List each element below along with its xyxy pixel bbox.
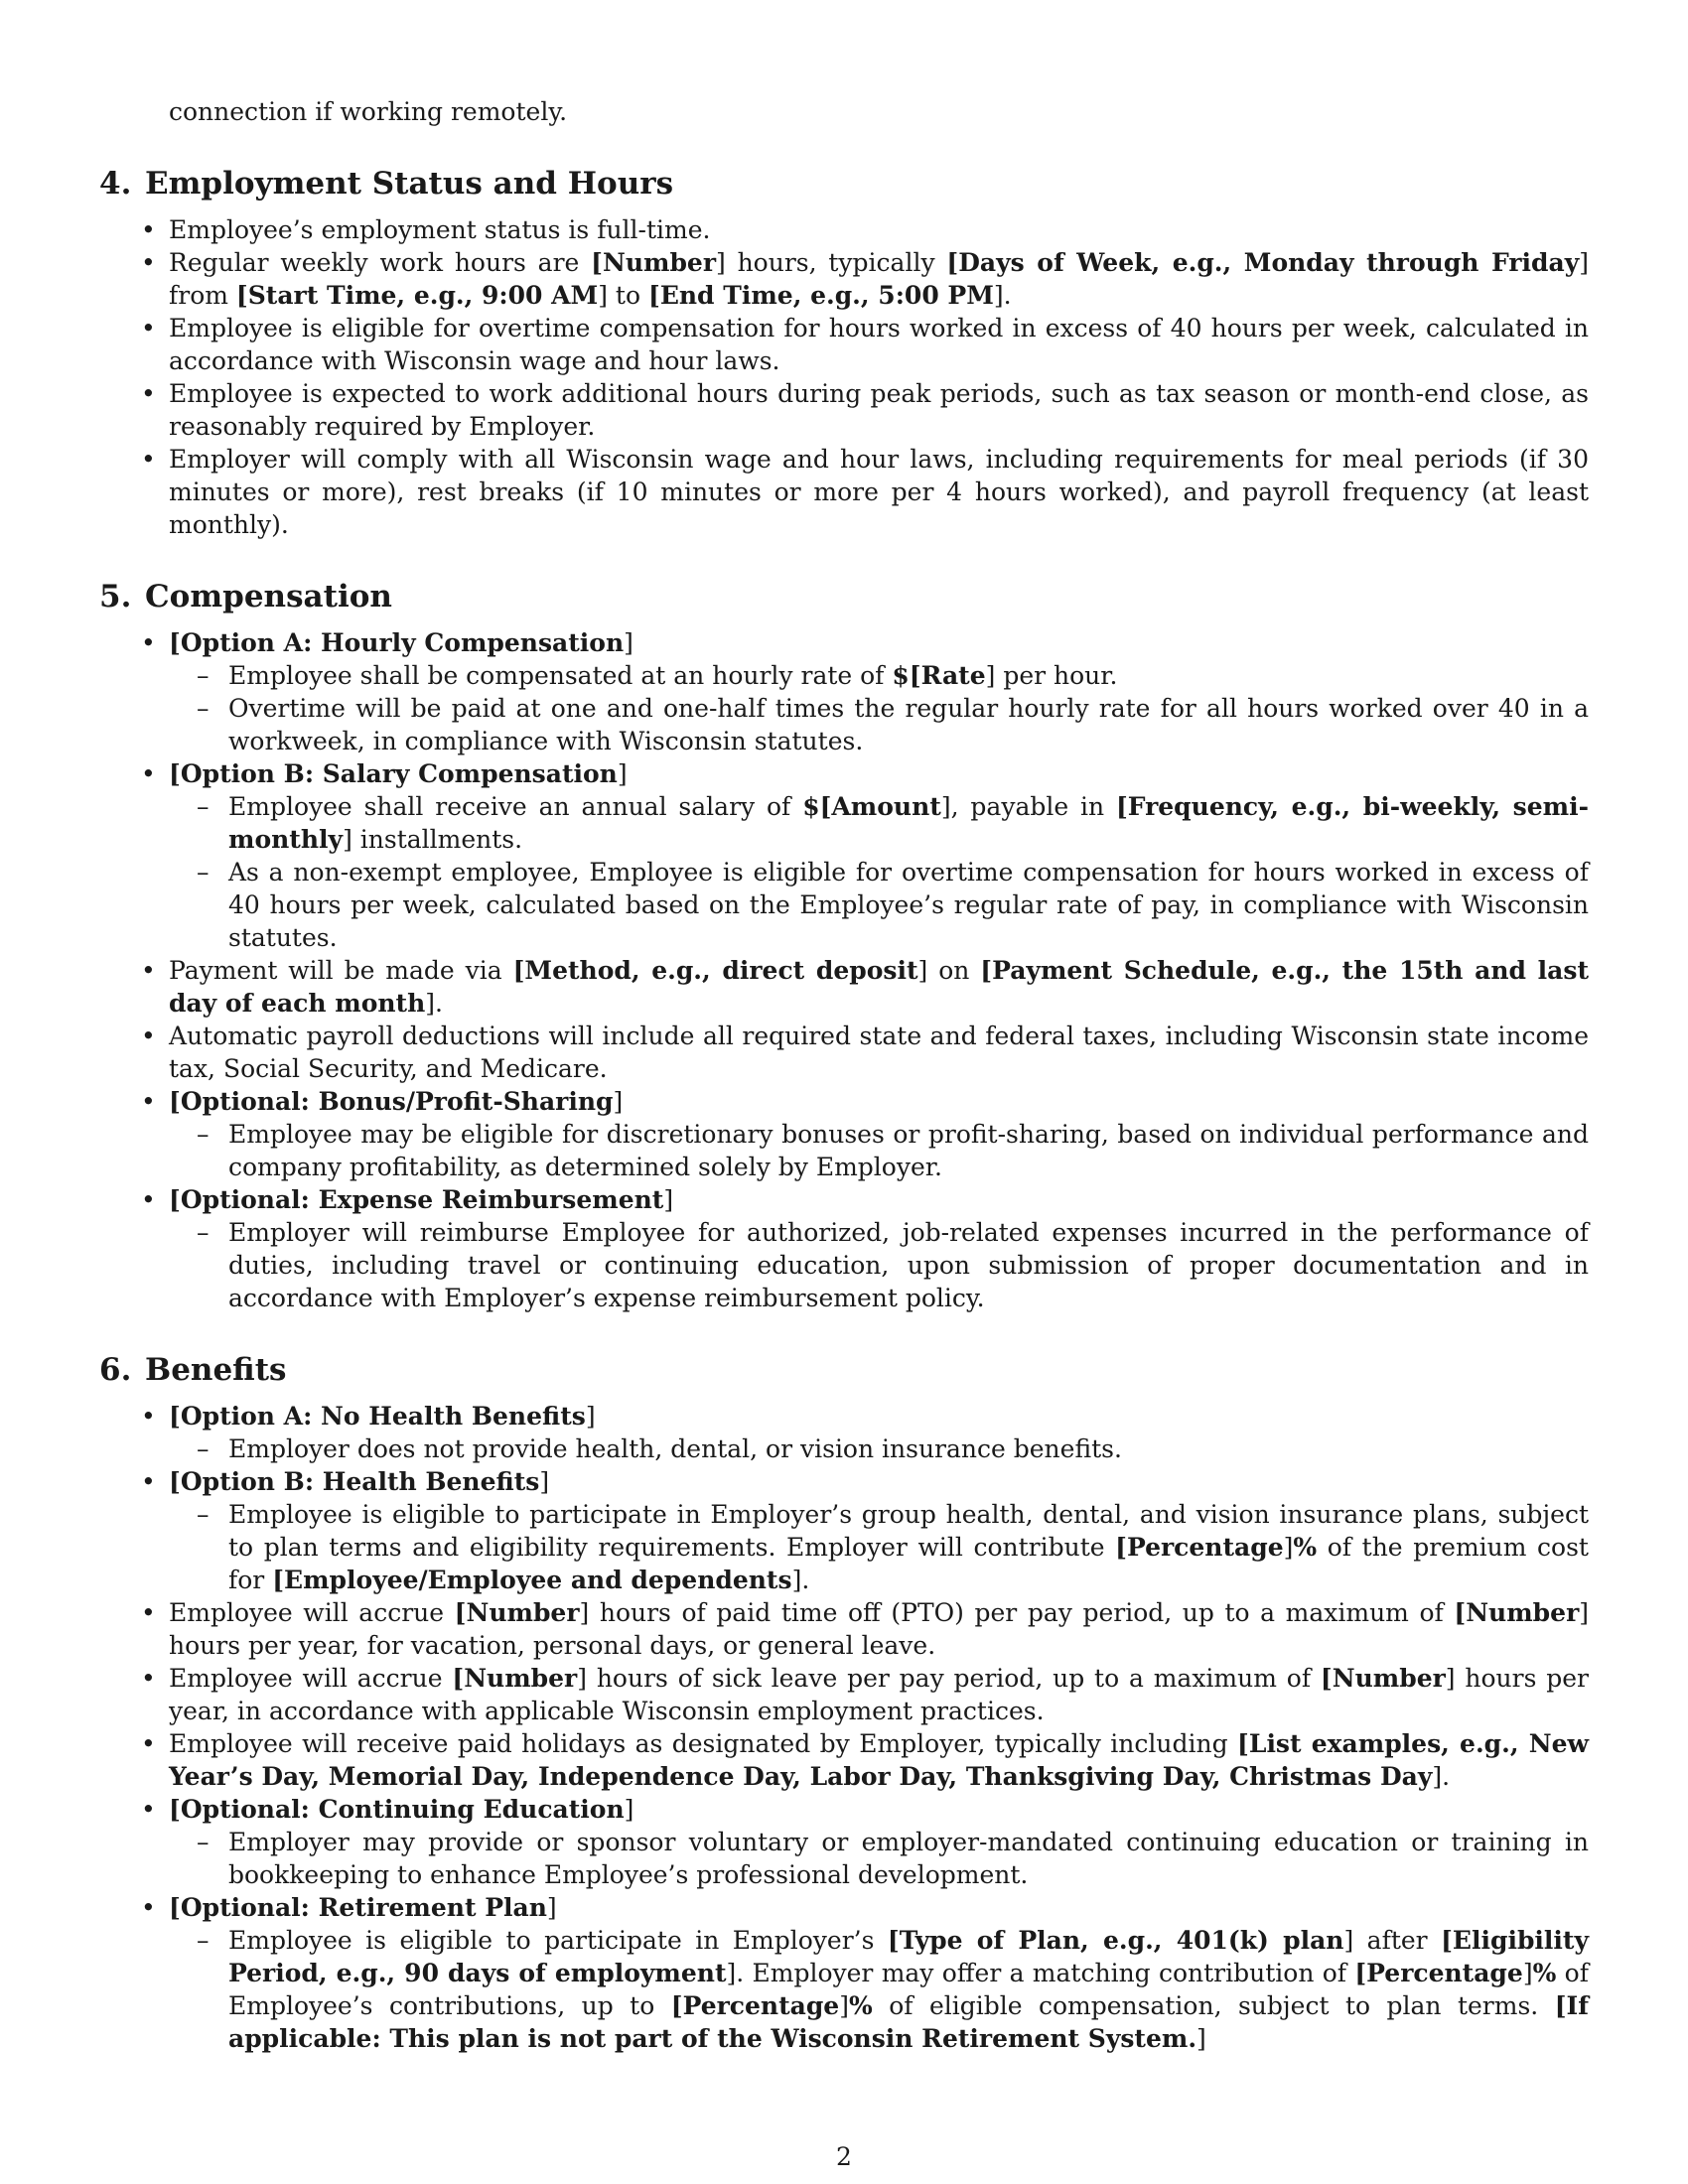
placeholder-text: [Option A: No Health Benefits [169,1402,586,1431]
body-text: Employee shall receive an annual salary of [228,792,803,821]
bullet-icon: • [141,1022,156,1050]
placeholder-text: % [1532,1959,1557,1987]
list-item [99,1183,1589,1216]
bullet-icon: • [141,215,156,244]
body-text: ] [1522,1959,1533,1987]
placeholder-text: [Optional: Retirement Plan [169,1893,547,1922]
placeholder-text: [Optional: Bonus/Profit-Sharing [169,1087,614,1116]
placeholder-text: [Number [1320,1664,1446,1693]
section-number: 4. [99,166,132,202]
bullet-icon: • [141,445,156,474]
placeholder-text: [List examples, e.g., New Year’s Day, Memorial Day, Independence Day, Labor Day, Thanksgiving Day, Christmas Day [169,1729,1589,1791]
dash-icon: – [197,1500,210,1529]
placeholder-text: [Number [454,1598,580,1627]
placeholder-text: [Number [452,1664,578,1693]
section-heading [99,577,1589,616]
body-text: ] per hour. [985,661,1118,690]
sub-list-item [99,659,1589,692]
bullet-list [99,1400,1589,2055]
placeholder-text: [Number [1454,1598,1580,1627]
section-number: 5. [99,579,132,614]
sub-list-item [99,790,1589,856]
bullet-icon: • [141,1664,156,1693]
placeholder-text: [Method, e.g., direct deposit [512,956,918,985]
placeholder-text: [Payment Schedule, e.g., the 15th and last day of each month [169,956,1589,1018]
body-text: Employee is eligible to participate in Employer’s [228,1926,888,1955]
body-text: Employee is expected to work additional hours during peak periods, such as tax season or month-end close, as reasonably required by Employer. [169,379,1589,441]
dash-icon: – [197,1120,210,1149]
bullet-list [99,213,1589,541]
placeholder-text: [Option A: Hourly Compensation [169,628,625,657]
placeholder-text: [Days of Week, e.g., Monday through Friday [946,248,1580,277]
bullet-list [99,626,1589,1314]
list-item [99,954,1589,1020]
continuation-text: connection if working remotely. [169,97,568,126]
body-text: ] [539,1467,550,1496]
dash-icon: – [197,858,210,887]
body-text: Employee is eligible for overtime compensation for hours worked in excess of 40 hours per week, calculated in accordance with Wisconsin wage and hour laws. [169,314,1589,375]
sub-list-item [99,1498,1589,1596]
body-text: ] hours per year, for vacation, personal days, or general leave. [169,1598,1590,1660]
placeholder-text: [Option B: Health Benefits [169,1467,540,1496]
bullet-icon: • [141,1087,156,1116]
body-text: ], payable in [940,792,1116,821]
placeholder-text: [If applicable: This plan is not part of the Wisconsin Retirement System. [228,1991,1589,2053]
bullet-icon: • [141,379,156,408]
body-text: Employee may be eligible for discretionary bonuses or profit-sharing, based on individual performance and company profitability, as determined solely by Employer. [228,1120,1589,1181]
list-item [99,443,1589,541]
list-item [99,246,1589,312]
list-item [99,1465,1589,1498]
sub-list-item [99,1433,1589,1465]
body-text: ] on [917,956,981,985]
body-text: ] [546,1893,557,1922]
body-text: ] installments. [343,825,523,854]
placeholder-text: $[Rate [892,661,986,690]
body-text: Automatic payroll deductions will include all required state and federal taxes, including Wisconsin state income tax, Social Security, and Medicare. [169,1022,1589,1083]
body-text: of Employee’s contributions, up to [228,1959,1589,2020]
list-item [99,626,1589,659]
placeholder-text: [Optional: Expense Reimbursement [169,1185,664,1214]
body-text: Employee will accrue [169,1664,453,1693]
placeholder-text: [Number [591,248,717,277]
placeholder-text: [Percentage [1354,1959,1523,1987]
sub-list-item [99,1216,1589,1314]
bullet-icon: • [141,248,156,277]
body-text: ] [1283,1533,1294,1562]
dash-icon: – [197,1218,210,1247]
placeholder-text: [End Time, e.g., 5:00 PM [647,281,994,310]
body-text: Employee is eligible to participate in Employer’s group health, dental, and vision insurance plans, subject to plan terms and eligibility requirements. Employer will contribute [228,1500,1589,1562]
body-text: ]. [1432,1762,1451,1791]
body-text: of eligible compensation, subject to plan terms. [872,1991,1555,2020]
placeholder-text: % [1293,1533,1318,1562]
bullet-icon: • [141,1893,156,1922]
document-page [99,95,1589,2055]
list-item [99,1662,1589,1727]
body-text: ]. Employer may offer a matching contribution of [726,1959,1355,1987]
list-item [99,1085,1589,1118]
body-text: Overtime will be paid at one and one-half times the regular hourly rate for all hours worked over 40 in a workweek, in compliance with Wisconsin statutes. [228,694,1589,755]
list-item [99,213,1589,246]
body-text: ] hours per year, in accordance with applicable Wisconsin employment practices. [169,1664,1589,1725]
placeholder-text: [Eligibility Period, e.g., 90 days of employment [228,1926,1589,1987]
body-text: ] hours of paid time off (PTO) per pay period, up to a maximum of [579,1598,1455,1627]
body-text: Employee’s employment status is full-time. [169,215,711,244]
placeholder-text: [Frequency, e.g., bi-weekly, semi-monthly [228,792,1589,854]
list-item [99,1727,1589,1793]
body-text: ] to [598,281,648,310]
body-text: As a non-exempt employee, Employee is eligible for overtime compensation for hours worked in excess of 40 hours per week, calculated based on the Employee’s regular rate of pay, in compliance with Wisconsin statutes. [228,858,1589,952]
section-title: Compensation [145,579,392,614]
body-text: ] [1196,2024,1206,2053]
section-5 [99,577,1589,1314]
section-heading [99,164,1589,204]
bullet-icon: • [141,956,156,985]
body-text: ] [839,1991,849,2020]
section-number: 6. [99,1352,132,1388]
placeholder-text: [Employee/Employee and dependents [272,1566,792,1594]
body-text: ] [617,759,628,788]
bullet-icon: • [141,314,156,342]
body-text: ] [585,1402,596,1431]
body-text: ] [663,1185,674,1214]
body-text: ]. [791,1566,810,1594]
dash-icon: – [197,1434,210,1463]
sections-container [99,164,1589,2055]
section-title: Employment Status and Hours [145,166,674,202]
placeholder-text: [Type of Plan, e.g., 401(k) plan [887,1926,1344,1955]
list-item [99,377,1589,443]
list-item [99,1020,1589,1085]
sub-list-item [99,1924,1589,2055]
body-text: Payment will be made via [169,956,513,985]
section-title: Benefits [145,1352,287,1388]
bullet-icon: • [141,1598,156,1627]
section-heading [99,1350,1589,1390]
sub-list-item [99,692,1589,757]
dash-icon: – [197,694,210,723]
body-text: Employer does not provide health, dental, or vision insurance benefits. [228,1434,1122,1463]
body-text: ] [624,1795,634,1824]
body-text: ] [613,1087,624,1116]
list-item [99,1793,1589,1826]
bullet-icon: • [141,628,156,657]
placeholder-text: [Optional: Continuing Education [169,1795,625,1824]
list-item [99,312,1589,377]
body-text: Employer will comply with all Wisconsin wage and hour laws, including requirements for meal periods (if 30 minutes or more), rest breaks (if 10 minutes or more per 4 hours worked), and payroll frequency (at least monthly). [169,445,1589,539]
placeholder-text: % [848,1991,873,2020]
dash-icon: – [197,1926,210,1955]
dash-icon: – [197,792,210,821]
list-item [99,1596,1589,1662]
bullet-icon: • [141,1795,156,1824]
body-text: Employer will reimburse Employee for authorized, job-related expenses incurred in the performance of duties, including travel or continuing education, upon submission of proper documentation and in accordance with Employer’s expense reimbursement policy. [228,1218,1589,1312]
body-text: ] from [169,248,1590,310]
body-text: Employee will receive paid holidays as designated by Employer, typically including [169,1729,1238,1758]
placeholder-text: [Percentage [1115,1533,1284,1562]
body-text: Employee will accrue [169,1598,455,1627]
body-text: ] hours, typically [716,248,947,277]
sub-list-item [99,856,1589,954]
placeholder-text: [Start Time, e.g., 9:00 AM [235,281,599,310]
list-item [99,1891,1589,1924]
sub-list-item [99,1826,1589,1891]
body-text: Regular weekly work hours are [169,248,592,277]
list-item [99,757,1589,790]
bullet-icon: • [141,1467,156,1496]
placeholder-text: [Option B: Salary Compensation [169,759,618,788]
dash-icon: – [197,661,210,690]
body-text: ]. [993,281,1012,310]
body-text: Employee shall be compensated at an hourly rate of [228,661,893,690]
body-text: ]. [425,989,443,1018]
page-number: 2 [836,2142,852,2171]
placeholder-text: [Percentage [670,1991,840,2020]
body-text: of the premium cost for [228,1533,1589,1594]
bullet-icon: • [141,759,156,788]
dash-icon: – [197,1828,210,1856]
body-text: ] hours of sick leave per pay period, up to a maximum of [577,1664,1321,1693]
body-text: ] after [1343,1926,1442,1955]
bullet-icon: • [141,1402,156,1431]
body-text: Employer may provide or sponsor voluntary or employer-mandated continuing education or training in bookkeeping to enhance Employee’s professional development. [228,1828,1589,1889]
bullet-icon: • [141,1729,156,1758]
body-text: ] [624,628,633,657]
section-6 [99,1350,1589,2055]
section-4 [99,164,1589,541]
sub-list-item [99,1118,1589,1183]
placeholder-text: $[Amount [802,792,941,821]
list-item [99,1400,1589,1433]
bullet-icon: • [141,1185,156,1214]
